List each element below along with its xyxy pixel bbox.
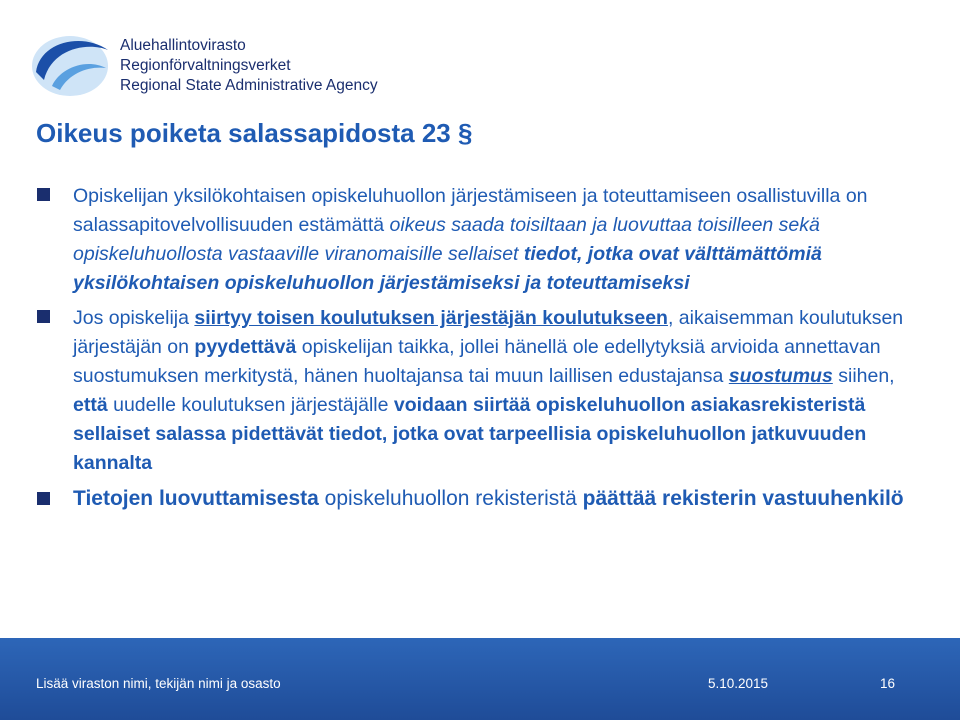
- text-run-bold: päättää rekisterin vastuuhenkilö: [582, 487, 904, 510]
- text-run-italic: oikeus saada toisiltaan ja luovuttaa toisilleen sekä opiskeluhuollosta vastaaville viranomaisille sellaiset: [73, 214, 820, 265]
- agency-logo: [30, 28, 378, 100]
- bullet-item: [36, 304, 916, 478]
- slide-number: 16: [880, 676, 896, 691]
- bullet-square-icon: [37, 188, 50, 201]
- bullet-square-icon: [37, 310, 50, 323]
- text-run-bold: että: [73, 394, 108, 416]
- text-run-bold-underline: siirtyy toisen koulutuksen järjestäjän koulutukseen: [194, 307, 668, 329]
- agency-name-fi: Aluehallintovirasto: [120, 37, 246, 54]
- agency-logo-icon: [30, 28, 112, 100]
- bullet-text: [73, 182, 916, 298]
- text-run-bold: pyydettävä: [194, 336, 297, 358]
- bullet-item: [36, 484, 916, 514]
- agency-name-en: Regional State Administrative Agency: [120, 77, 378, 94]
- bullet-square-icon: [37, 492, 50, 505]
- agency-name: [120, 36, 378, 96]
- bullet-text: [73, 484, 916, 514]
- text-run: opiskelijan taikka, jollei hänellä ole edellytyksiä arvioida annettavan suostumuksen merkitystä, hänen huoltajansa tai muun laillisen edustajansa: [73, 336, 881, 387]
- footer-date: 5.10.2015: [708, 676, 769, 691]
- agency-name-sv: Regionförvaltningsverket: [120, 57, 291, 74]
- text-run-bold: Tietojen luovuttamisesta: [73, 487, 319, 510]
- text-run-bold-italic-underline: suostumus: [728, 365, 833, 387]
- text-run: uudelle koulutuksen järjestäjälle: [107, 394, 394, 416]
- bullet-item: [36, 182, 916, 298]
- text-run: , aikaisemman koulutuksen järjestäjän on: [73, 307, 904, 358]
- text-run: siihen,: [832, 365, 895, 387]
- text-run: Jos opiskelija: [73, 307, 195, 329]
- text-run-bold-italic: tiedot, jotka ovat välttämättömiä yksilökohtaisen opiskeluhuollon järjestämiseksi ja toteuttamiseksi: [73, 243, 822, 294]
- slide-footer: [0, 638, 960, 720]
- text-run-bold: voidaan siirtää opiskeluhuollon asiakasrekisteristä sellaiset salassa pidettävät tiedot, jotka ovat tarpeellisia opiskeluhuollon jatkuvuuden kannalta: [73, 394, 867, 474]
- slide-body: [36, 182, 916, 520]
- text-run: Opiskelijan yksilökohtaisen opiskeluhuollon järjestämiseen ja toteuttamiseen osallistuvilla on salassapitovelvollisuuden estämättä: [73, 185, 868, 236]
- text-run: opiskeluhuollon rekisteristä: [318, 487, 583, 510]
- bullet-text: [73, 304, 916, 478]
- footer-author-text: Lisää viraston nimi, tekijän nimi ja osasto: [36, 676, 281, 691]
- slide-title: Oikeus poiketa salassapidosta 23 §: [36, 118, 473, 148]
